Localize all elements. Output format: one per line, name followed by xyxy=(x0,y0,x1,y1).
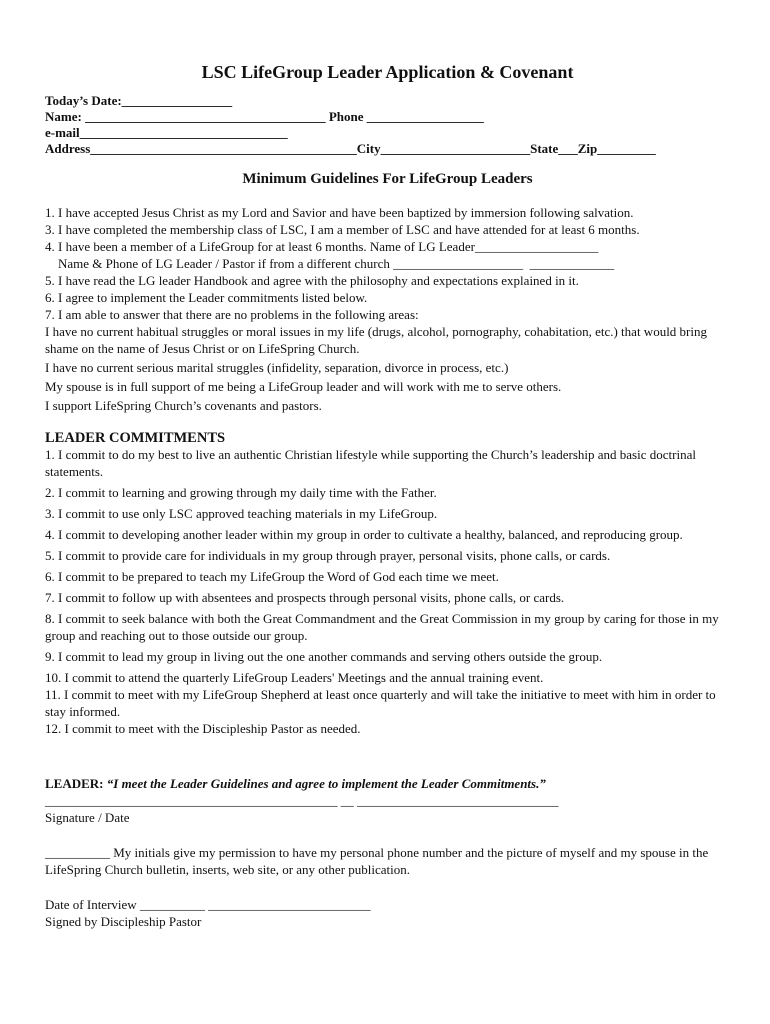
signature-line[interactable]: _____________________________________________ __ _______________________________ xyxy=(45,793,559,808)
commitments-list xyxy=(45,446,730,737)
commitment-item: 9. I commit to lead my group in living out the one another commands and serving others outside the group. xyxy=(45,649,603,664)
guideline-item: 3. I have completed the membership class of LSC, I am a member of LSC and have attended for at least 6 months. xyxy=(45,222,640,237)
guideline-item: 5. I have read the LG leader Handbook and agree with the philosophy and expectations explained in it. xyxy=(45,273,579,288)
commitment-item: 6. I commit to be prepared to teach my LifeGroup the Word of God each time we meet. xyxy=(45,569,499,584)
guideline-item: I support LifeSpring Church’s covenants and pastors. xyxy=(45,398,322,413)
commitment-item: 12. I commit to meet with the Discipleship Pastor as needed. xyxy=(45,721,361,736)
form-title: LSC LifeGroup Leader Application & Covenant xyxy=(201,62,574,82)
guideline-item: I have no current habitual struggles or moral issues in my life (drugs, alcohol, pornography, cohabitation, etc.) that would bring shame on the name of Jesus Christ or on LifeSpring Church. xyxy=(45,324,707,356)
leader-covenant-text: “I meet the Leader Guidelines and agree to implement the Leader Commitments.” xyxy=(106,776,546,791)
signature-caption: Signature / Date xyxy=(45,810,130,825)
commitment-item: 10. I commit to attend the quarterly LifeGroup Leaders' Meetings and the annual training event. xyxy=(45,670,544,685)
email-field[interactable]: e-mail________________________________ xyxy=(45,125,288,140)
name-phone-field[interactable]: Name: _____________________________________ Phone __________________ xyxy=(45,109,484,124)
guideline-item: 1. I have accepted Jesus Christ as my Lord and Savior and have been baptized by immersion following salvation. xyxy=(45,205,634,220)
commitment-item: 4. I commit to developing another leader within my group in order to cultivate a healthy, balanced, and reproducing group. xyxy=(45,527,683,542)
todays-date-field[interactable]: Today’s Date:_________________ xyxy=(45,93,233,108)
commitment-item: 2. I commit to learning and growing through my daily time with the Father. xyxy=(45,485,437,500)
initials-permission[interactable]: __________ My initials give my permission to have my personal phone number and the picture of myself and my spouse in the LifeSpring Church bulletin, inserts, web site, or any other publication. xyxy=(45,845,709,877)
pastor-caption: Signed by Discipleship Pastor xyxy=(45,914,202,929)
guideline-item[interactable]: 4. I have been a member of a LifeGroup for at least 6 months. Name of LG Leader___________________ xyxy=(45,239,599,254)
guideline-item: My spouse is in full support of me being a LifeGroup leader and will work with me to serve others. xyxy=(45,379,562,394)
address-field[interactable]: Address_________________________________________City_______________________State___Zip_________ xyxy=(45,141,656,156)
guideline-item: 7. I am able to answer that there are no problems in the following areas: xyxy=(45,307,419,322)
commitment-item: 8. I commit to seek balance with both the Great Commandment and the Great Commission in my group by caring for those in my group and reaching out to those outside our group. xyxy=(45,611,719,643)
guideline-item: I have no current serious marital struggles (infidelity, separation, divorce in process, etc.) xyxy=(45,360,509,375)
commitment-item: 5. I commit to provide care for individuals in my group through prayer, personal visits, phone calls, or cards. xyxy=(45,548,611,563)
guideline-item[interactable]: Name & Phone of LG Leader / Pastor if from a different church ____________________ _____________ xyxy=(45,256,615,271)
commitment-item: 11. I commit to meet with my LifeGroup Shepherd at least once quarterly and will take the initiative to meet with him in order to stay informed. xyxy=(45,687,716,719)
commitments-heading: LEADER COMMITMENTS xyxy=(45,430,226,446)
guidelines-heading: Minimum Guidelines For LifeGroup Leaders xyxy=(242,171,533,187)
leader-label: LEADER: xyxy=(45,776,104,791)
interview-date-line[interactable]: Date of Interview __________ _________________________ xyxy=(45,897,371,912)
leader-statement xyxy=(45,775,730,792)
application-form xyxy=(45,62,730,930)
commitment-item: 1. I commit to do my best to live an authentic Christian lifestyle while supporting the Church’s leadership and basic doctrinal statements. xyxy=(45,447,696,479)
commitment-item: 3. I commit to use only LSC approved teaching materials in my LifeGroup. xyxy=(45,506,438,521)
guideline-item: 6. I agree to implement the Leader commitments listed below. xyxy=(45,290,368,305)
guidelines-list xyxy=(45,204,730,414)
commitment-item: 7. I commit to follow up with absentees and prospects through personal visits, phone calls, or cards. xyxy=(45,590,565,605)
